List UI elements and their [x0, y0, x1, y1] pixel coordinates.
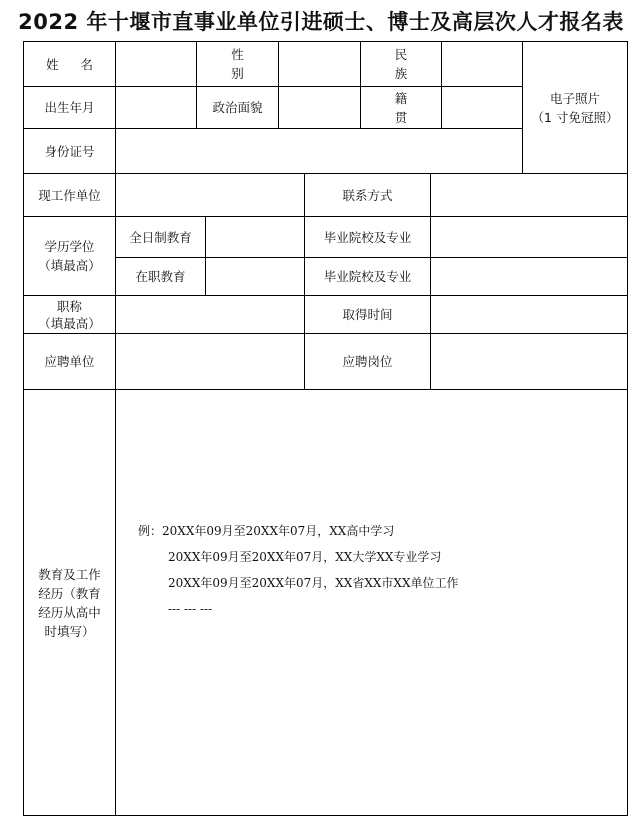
obtained-time-field[interactable]: [431, 296, 627, 333]
table-border-right: [627, 41, 628, 816]
example-prefix: 例：: [138, 524, 163, 538]
label-current-employer: 现工作单位: [38, 187, 101, 203]
label-ethnicity: 民族: [394, 47, 430, 81]
history-example-line: 20XX年09月至20XX年07月，XX省XX市XX单位工作: [168, 576, 459, 590]
birth-field[interactable]: [116, 87, 196, 128]
applied-unit-field[interactable]: [116, 334, 304, 389]
native-place-field[interactable]: [442, 87, 522, 128]
label-birth: 出生年月: [44, 100, 95, 115]
label-applied-post: 应聘岗位: [342, 354, 393, 369]
label-school-major-parttime: 毕业院校及专业: [323, 269, 412, 284]
current-employer-field[interactable]: [116, 174, 304, 216]
political-status-field[interactable]: [279, 87, 360, 128]
label-school-major-fulltime: 毕业院校及专业: [323, 229, 412, 245]
history-example-line: 20XX年09月至20XX年07月，XX大学XX专业学习: [168, 550, 442, 564]
ethnicity-field[interactable]: [442, 42, 522, 86]
fulltime-education-field[interactable]: [206, 217, 304, 257]
label-political-status: 政治面貌: [212, 100, 263, 115]
table-border-bottom: [23, 815, 628, 816]
label-contact: 联系方式: [342, 187, 393, 203]
label-professional-title: 职称 （填最高）: [38, 298, 101, 331]
photo-cell[interactable]: [523, 42, 627, 173]
history-example: [138, 518, 459, 622]
label-gender: 性别: [231, 47, 266, 81]
school-major-parttime-field[interactable]: [431, 258, 627, 295]
professional-title-field[interactable]: [116, 296, 304, 333]
photo-label: 电子照片: [549, 90, 600, 106]
history-example-line: 例：20XX年09月至20XX年07月，XX高中学习: [138, 524, 395, 538]
label-parttime-education: 在职教育: [135, 269, 186, 284]
label-history: 教育及工作 经历（教育 经历从高中 时填写）: [38, 566, 101, 639]
label-native-place: 籍贯: [394, 90, 430, 125]
gender-field[interactable]: [279, 42, 360, 86]
label-education: 学历学位 （填最高）: [38, 239, 101, 273]
form-title: 2022 年十堰市直事业单位引进硕士、博士及高层次人才报名表: [18, 10, 624, 34]
history-example-line: --- --- ---: [168, 602, 213, 616]
name-field[interactable]: [116, 42, 196, 86]
school-major-fulltime-field[interactable]: [431, 217, 627, 257]
label-id-number: 身份证号: [44, 143, 95, 159]
id-number-field[interactable]: [116, 129, 522, 173]
contact-field[interactable]: [431, 174, 627, 216]
applied-post-field[interactable]: [431, 334, 627, 389]
parttime-education-field[interactable]: [206, 258, 304, 295]
label-applied-unit: 应聘单位: [44, 354, 95, 369]
photo-note: （1 寸免冠照）: [531, 109, 619, 125]
label-name: 姓名: [46, 56, 116, 72]
label-fulltime-education: 全日制教育: [129, 229, 192, 245]
label-obtained-time: 取得时间: [342, 307, 393, 322]
